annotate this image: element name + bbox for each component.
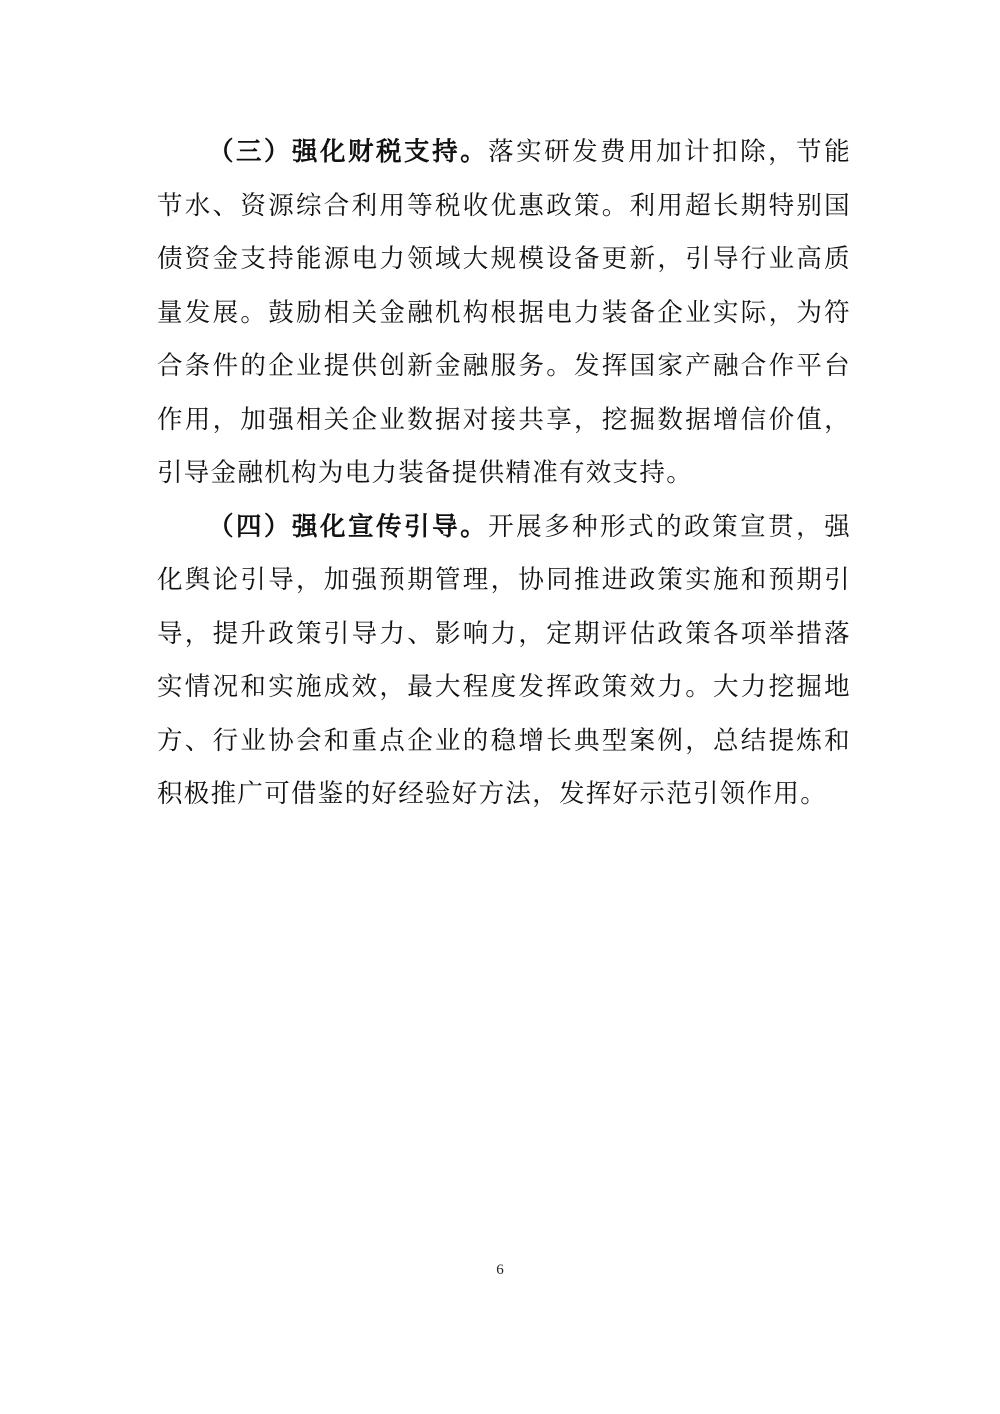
document-body bbox=[157, 126, 851, 822]
paragraph-fiscal-support bbox=[157, 126, 851, 501]
section-heading-publicity-guidance: （四）强化宣传引导。 bbox=[208, 511, 489, 542]
paragraph-body-publicity-guidance: 开展多种形式的政策宣贯，强化舆论引导，加强预期管理，协同推进政策实施和预期引导，提升政策引导力、影响力，定期评估政策各项举措落实情况和实施成效，最大程度发挥政策效力。大力挖掘地方、行业协会和重点企业的稳增长典型案例，总结提炼和积极推广可借鉴的好经验好方法，发挥好示范引领作用。 bbox=[157, 511, 851, 809]
paragraph-publicity-guidance bbox=[157, 501, 851, 822]
paragraph-body-fiscal-support: 落实研发费用加计扣除，节能节水、资源综合利用等税收优惠政策。利用超长期特别国债资金支持能源电力领域大规模设备更新，引导行业高质量发展。鼓励相关金融机构根据电力装备企业实际，为符合条件的企业提供创新金融服务。发挥国家产融合作平台作用，加强相关企业数据对接共享，挖掘数据增信价值，引导金融机构为电力装备提供精准有效支持。 bbox=[157, 137, 851, 488]
section-heading-fiscal-support: （三）强化财税支持。 bbox=[208, 137, 489, 167]
page-number: 6 bbox=[496, 1262, 504, 1278]
